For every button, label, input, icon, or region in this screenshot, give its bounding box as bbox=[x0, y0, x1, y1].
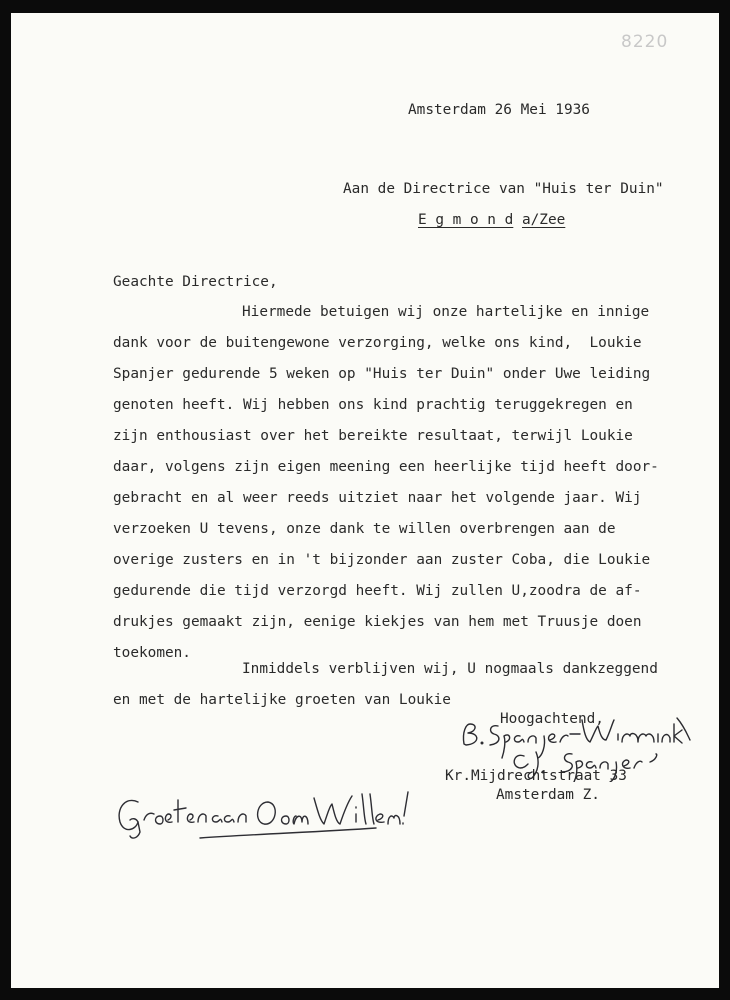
recipient-line: Aan de Directrice van "Huis ter Duin" bbox=[343, 181, 664, 197]
body-line: daar, volgens zijn eigen meening een heerlijke tijd heeft door- bbox=[113, 459, 659, 475]
closing-line: en met de hartelijke groeten van Loukie bbox=[113, 692, 451, 708]
recipient-city-block bbox=[418, 210, 565, 230]
salutation: Geachte Directrice, bbox=[113, 274, 278, 290]
body-line: gedurende die tijd verzorgd heeft. Wij zullen U,zoodra de af- bbox=[113, 583, 642, 599]
regards: Hoogachtend, bbox=[500, 711, 604, 727]
recipient-city-suffix: a/Zee bbox=[521, 212, 566, 228]
body-line: gebracht en al weer reeds uitziet naar het volgende jaar. Wij bbox=[113, 490, 642, 506]
body-line: genoten heeft. Wij hebben ons kind prachtig teruggekregen en bbox=[113, 397, 633, 413]
place-date: Amsterdam 26 Mei 1936 bbox=[408, 102, 590, 118]
body-line: verzoeken U tevens, onze dank te willen overbrengen aan de bbox=[113, 521, 616, 537]
body-line: overige zusters en in 't bijzonder aan zuster Coba, die Loukie bbox=[113, 552, 651, 568]
body-line: toekomen. bbox=[113, 645, 191, 661]
archive-number: 8220 bbox=[621, 32, 669, 52]
recipient-city: E g m o n d bbox=[418, 212, 514, 228]
body-line: zijn enthousiast over het bereikte resultaat, terwijl Loukie bbox=[113, 428, 633, 444]
body-line: dank voor de buitengewone verzorging, welke ons kind, Loukie bbox=[113, 335, 642, 351]
address-line: Amsterdam Z. bbox=[496, 787, 600, 803]
body-line: drukjes gemaakt zijn, eenige kiekjes van hem met Truusje doen bbox=[113, 614, 642, 630]
body-line: Hiermede betuigen wij onze hartelijke en innige bbox=[242, 304, 650, 320]
closing-line: Inmiddels verblijven wij, U nogmaals dankzeggend bbox=[242, 661, 658, 677]
address-line: Kr.Mijdrechtstraat 33 bbox=[445, 768, 627, 784]
handwritten-note-image bbox=[108, 778, 418, 848]
body-line: Spanjer gedurende 5 weken op "Huis ter Duin" onder Uwe leiding bbox=[113, 366, 651, 382]
